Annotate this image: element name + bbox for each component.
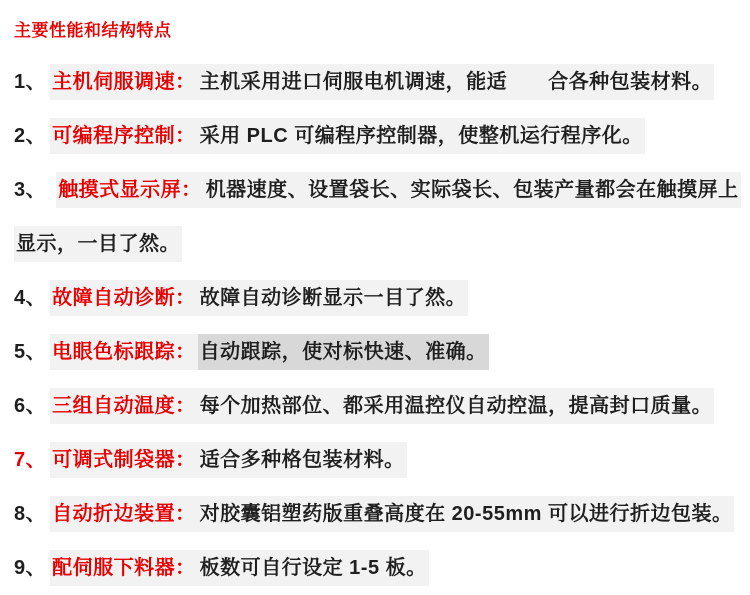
- item-number: 5、: [14, 341, 47, 363]
- feature-item: [14, 325, 736, 379]
- item-description: 每个加热部位、都采用温控仪自动控温，提高封口质量。: [198, 388, 715, 424]
- item-number: 7、: [14, 449, 47, 471]
- feature-item: [14, 433, 736, 487]
- item-description: 板数可自行设定 1-5 板。: [198, 550, 429, 586]
- item-label: 自动折边装置：: [50, 496, 198, 532]
- item-description: 故障自动诊断显示一目了然。: [198, 280, 469, 316]
- feature-item: [14, 541, 736, 595]
- item-description: 对胶囊铝塑药版重叠高度在 20-55mm 可以进行折边包装。: [198, 496, 735, 532]
- continuation-line: 显示，一目了然。: [14, 226, 182, 262]
- feature-item: [14, 163, 739, 217]
- feature-item: [14, 271, 736, 325]
- item-label: 故障自动诊断：: [50, 280, 198, 316]
- feature-item: [14, 379, 736, 433]
- item-description: 采用 PLC 可编程序控制器，使整机运行程序化。: [198, 118, 645, 154]
- item-number: 8、: [14, 503, 47, 525]
- item-label: 主机伺服调速：: [50, 64, 198, 100]
- item-description: 自动跟踪，使对标快速、准确。: [198, 334, 489, 370]
- item-label: 触摸式显示屏：: [56, 172, 204, 208]
- item-number: 4、: [14, 287, 47, 309]
- item-label: 配伺服下料器：: [50, 550, 198, 586]
- item-label: 可调式制袋器：: [50, 442, 198, 478]
- item-number: 6、: [14, 395, 47, 417]
- feature-item: [14, 109, 736, 163]
- item-number: 2、: [14, 125, 47, 147]
- feature-item: [14, 487, 736, 541]
- feature-list: [14, 55, 739, 595]
- item-label: 电眼色标跟踪：: [50, 334, 198, 370]
- item-number: 1、: [14, 71, 47, 93]
- item-label: 三组自动温度：: [50, 388, 198, 424]
- item-number: 3、: [14, 179, 53, 201]
- feature-continuation-row: [14, 217, 736, 271]
- page-title: 主要性能和结构特点: [14, 21, 172, 40]
- item-label: 可编程序控制：: [50, 118, 198, 154]
- item-description: 适合多种格包装材料。: [198, 442, 407, 478]
- feature-item: [14, 55, 736, 109]
- item-description: 机器速度、设置袋长、实际袋长、包装产量都会在触摸屏上: [204, 172, 741, 208]
- item-number: 9、: [14, 557, 47, 579]
- item-description: 主机采用进口伺服电机调速，能适 合各种包装材料。: [198, 64, 715, 100]
